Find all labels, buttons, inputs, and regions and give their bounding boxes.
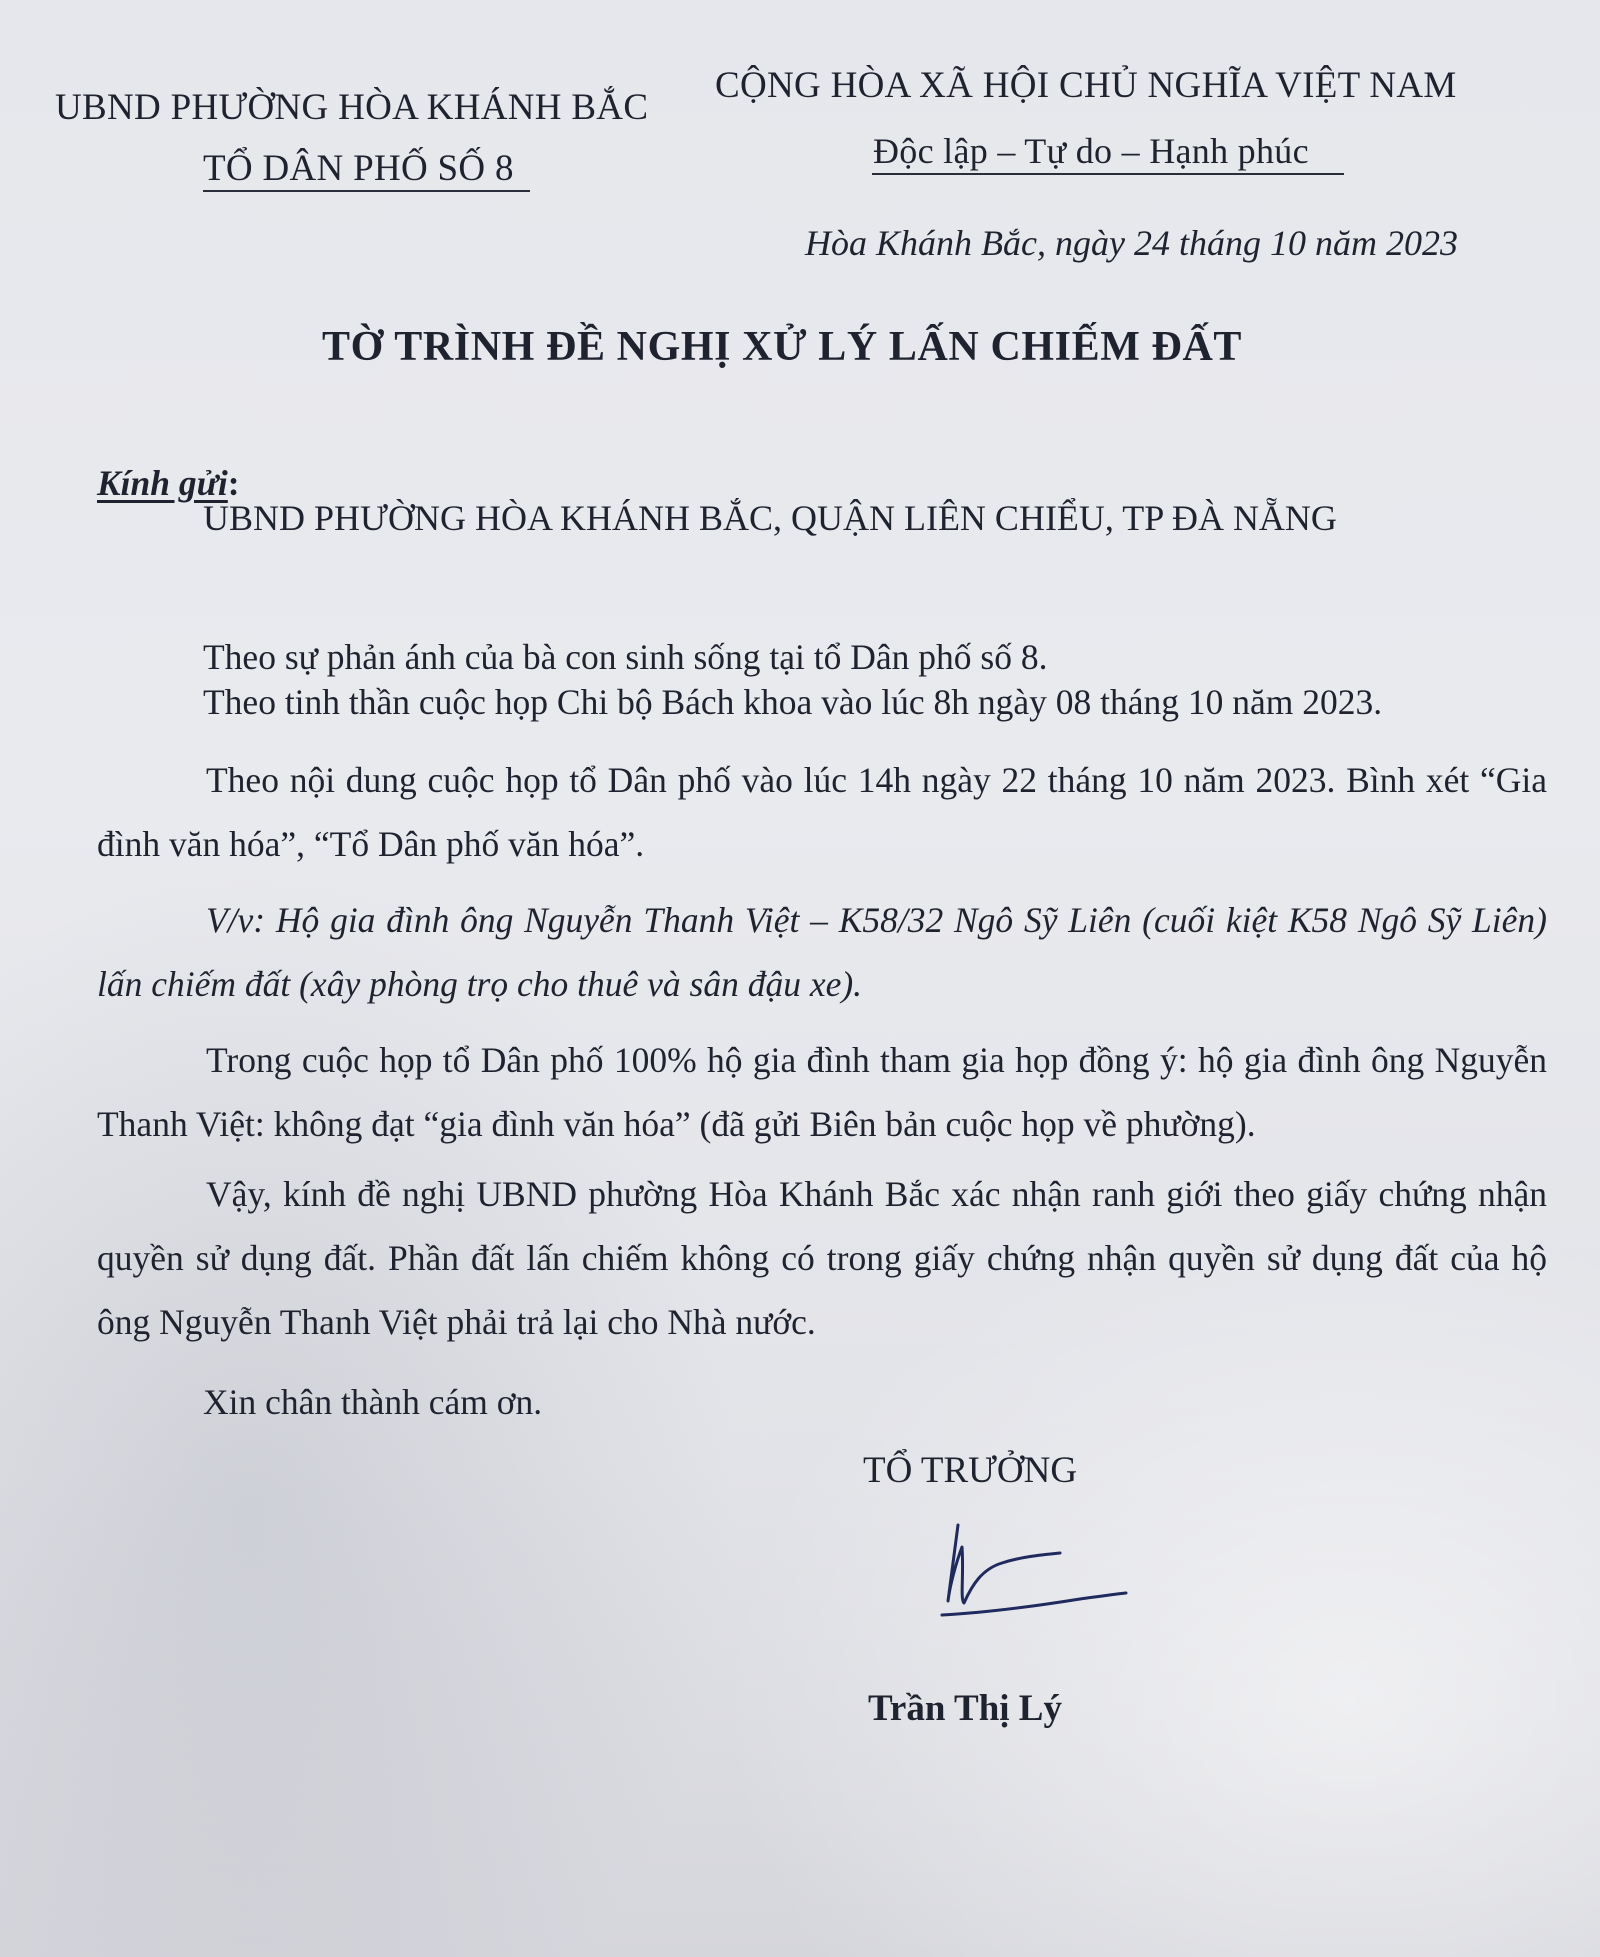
paragraph-2: Theo tinh thần cuộc họp Chi bộ Bách khoa vào lúc 8h ngày 08 tháng 10 năm 2023. <box>203 682 1383 722</box>
paragraph-1: Theo sự phản ánh của bà con sinh sống tại tổ Dân phố số 8. <box>203 637 1048 677</box>
date-line: Hòa Khánh Bắc, ngày 24 tháng 10 năm 2023 <box>805 223 1458 263</box>
paragraph-4: V/v: Hộ gia đình ông Nguyễn Thanh Việt – K58/32 Ngô Sỹ Liên (cuối kiệt K58 Ngô Sỹ Liên) lấn chiếm đất (xây phòng trọ cho thuê và sân đậu xe). <box>97 900 1547 1004</box>
paragraph-3: Theo nội dung cuộc họp tổ Dân phố vào lúc 14h ngày 22 tháng 10 năm 2023. Bình xét “Gia đình văn hóa”, “Tổ Dân phố văn hóa”. <box>97 760 1547 864</box>
recipient-name: UBND PHƯỜNG HÒA KHÁNH BẮC, QUẬN LIÊN CHIỂU, TP ĐÀ NẴNG <box>203 498 1337 538</box>
header-left-underline <box>203 190 530 192</box>
document-title: TỜ TRÌNH ĐỀ NGHỊ XỬ LÝ LẤN CHIẾM ĐẤT <box>322 324 1243 370</box>
recipient-colon: : <box>227 463 240 503</box>
header-right-motto: Độc lập – Tự do – Hạnh phúc <box>873 131 1309 171</box>
signer-name: Trần Thị Lý <box>868 1688 1062 1729</box>
header-right-underline <box>872 173 1344 175</box>
header-right-nation: CỘNG HÒA XÃ HỘI CHỦ NGHĨA VIỆT NAM <box>715 65 1457 106</box>
handwritten-signature <box>920 1515 1140 1655</box>
paragraph-6: Vậy, kính đề nghị UBND phường Hòa Khánh Bắc xác nhận ranh giới theo giấy chứng nhận quyền sử dụng đất. Phần đất lấn chiếm không có trong giấy chứng nhận quyền sử dụng đất của hộ ông Nguyễn Thanh Việt phải trả lại cho Nhà nước. <box>97 1174 1547 1342</box>
paragraph-5: Trong cuộc họp tổ Dân phố 100% hộ gia đình tham gia họp đồng ý: hộ gia đình ông Nguyễn Thanh Việt: không đạt “gia đình văn hóa” (đã gửi Biên bản cuộc họp về phường). <box>97 1040 1547 1144</box>
header-left-authority: UBND PHƯỜNG HÒA KHÁNH BẮC <box>55 87 649 128</box>
signer-role: TỔ TRƯỞNG <box>863 1450 1078 1491</box>
paragraph-7: Xin chân thành cám ơn. <box>203 1382 543 1422</box>
recipient-label: Kính gửi <box>97 463 228 503</box>
header-left-unit: TỔ DÂN PHỐ SỐ 8 <box>203 148 514 189</box>
